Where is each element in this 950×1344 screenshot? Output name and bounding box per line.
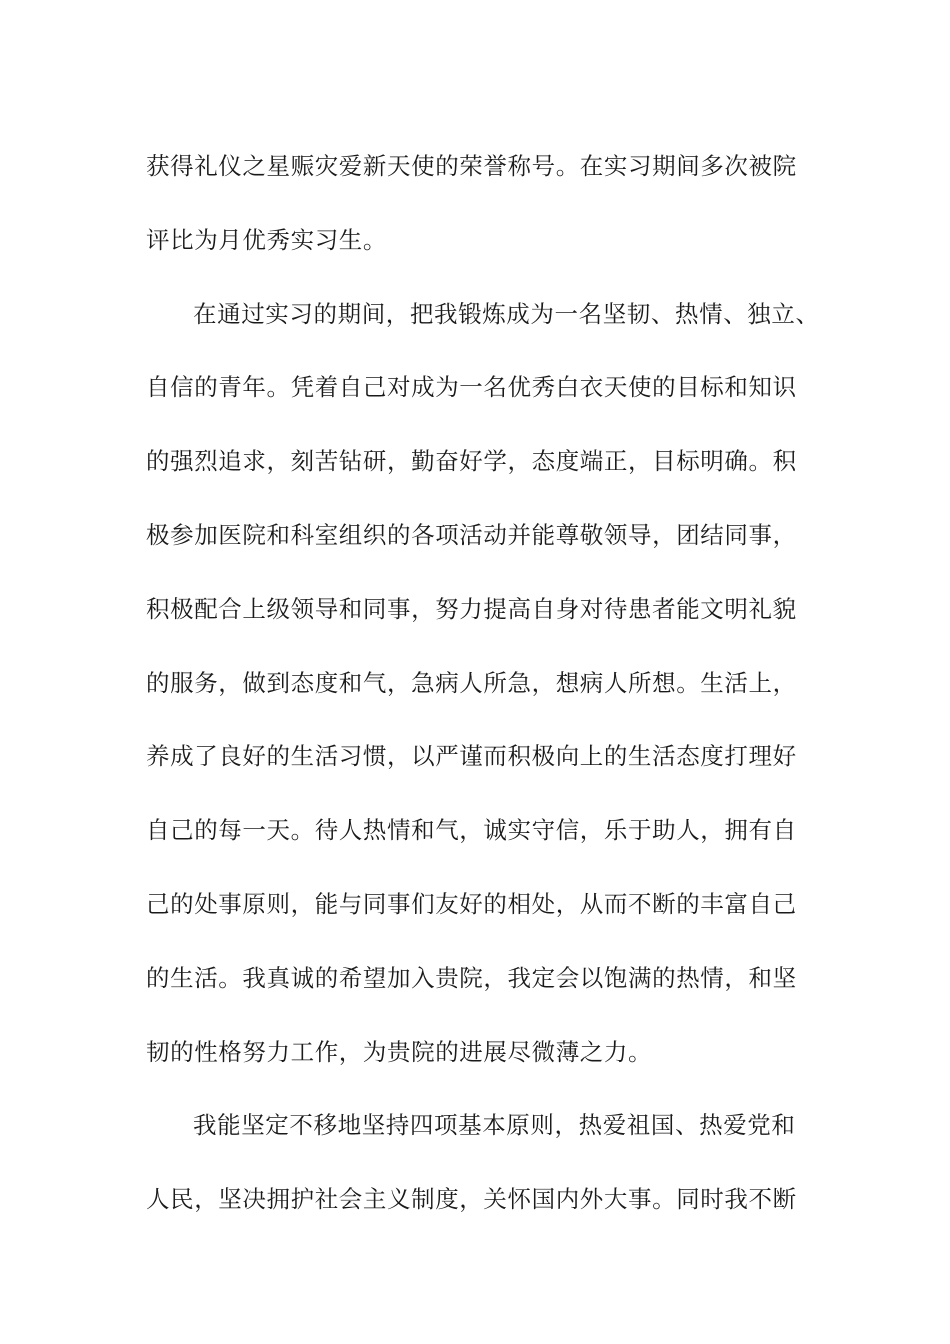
text-line: 自信的青年。凭着自己对成为一名优秀白衣天使的目标和知识: [146, 373, 797, 402]
text-line: 己的处事原则，能与同事们友好的相处，从而不断的丰富自己: [146, 889, 797, 918]
text-line: 积极配合上级领导和同事，努力提高自身对待患者能文明礼貌: [146, 594, 797, 623]
text-line: 在通过实习的期间，把我锻炼成为一名坚韧、热情、独立、: [193, 299, 820, 328]
text-line: 人民，坚决拥护社会主义制度，关怀国内外大事。同时我不断: [146, 1185, 797, 1214]
text-line: 极参加医院和科室组织的各项活动并能尊敬领导，团结同事，: [146, 520, 797, 549]
text-line: 我能坚定不移地坚持四项基本原则，热爱祖国、热爱党和: [193, 1111, 796, 1140]
text-line: 的生活。我真诚的希望加入贵院，我定会以饱满的热情，和坚: [146, 963, 797, 992]
text-line: 评比为月优秀实习生。: [146, 225, 387, 254]
text-line: 的服务，做到态度和气，急病人所急，想病人所想。生活上，: [146, 668, 797, 697]
text-line: 养成了良好的生活习惯，以严谨而积极向上的生活态度打理好: [146, 742, 797, 771]
text-line: 自己的每一天。待人热情和气，诚实守信，乐于助人，拥有自: [146, 816, 797, 845]
body-text: [146, 130, 820, 1237]
text-line: 的强烈追求，刻苦钻研，勤奋好学，态度端正，目标明确。积: [146, 447, 797, 476]
text-line: 韧的性格努力工作，为贵院的进展尽微薄之力。: [146, 1037, 653, 1066]
text-line: 获得礼仪之星赈灾爱新天使的荣誉称号。在实习期间多次被院: [146, 152, 797, 180]
